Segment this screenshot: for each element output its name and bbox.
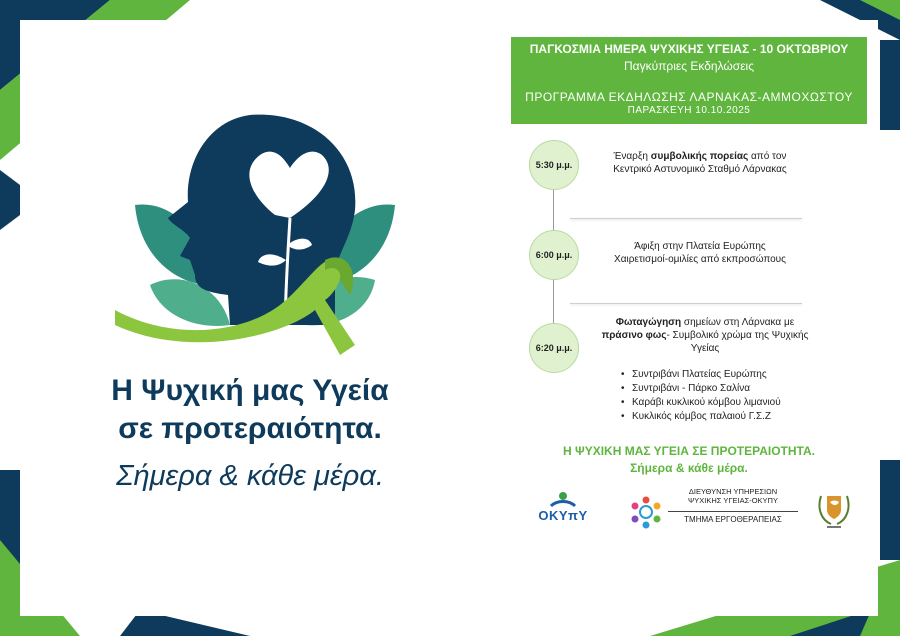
list-item: • Καράβι κυκλικού κόμβου λιμανιού — [630, 396, 781, 410]
header-subtitle: Παγκύπριες Εκδηλώσεις — [623, 59, 754, 73]
people-circle-icon — [628, 494, 664, 530]
department-logo — [668, 487, 798, 524]
okypy-logo-text: ΟΚΥπΥ — [538, 508, 588, 523]
slogan-line-2: Σήμερα & κάθε μέρα. — [630, 461, 748, 475]
time-badge: 6:00 μ.μ. — [529, 230, 579, 280]
event-header — [511, 37, 867, 124]
divider — [570, 303, 802, 304]
event-1 — [580, 150, 820, 176]
event-3-line3: Υγείας — [690, 343, 720, 354]
dept-line-2: ΨΥΧΙΚΗΣ ΥΓΕΙΑΣ-ΟΚΥΠΥ — [688, 496, 778, 505]
event-2-line2: Χαιρετισμοί-ομιλίες από εκπροσώπους — [614, 254, 786, 265]
headline — [40, 372, 460, 448]
okypy-logo — [533, 490, 593, 530]
headline-line-2: σε προτεραιότητα. — [118, 412, 382, 445]
mental-health-head-illustration — [110, 110, 400, 370]
time-badge: 6:20 μ.μ. — [529, 323, 579, 373]
list-item: • Συντριβάνι Πλατείας Ευρώπης — [630, 368, 781, 382]
event-3-bold1: Φωταγώγηση — [615, 317, 682, 328]
list-item: • Συντριβάνι - Πάρκο Σαλίνα — [630, 382, 781, 396]
event-1-pre: Έναρξη — [613, 151, 651, 162]
event-3-text1: σημείων στη Λάρνακα με — [681, 317, 795, 328]
lighting-locations-list — [620, 368, 781, 424]
event-3 — [580, 316, 830, 355]
header-title: ΠΑΓΚΟΣΜΙΑ ΗΜΕΡΑ ΨΥΧΙΚΗΣ ΥΓΕΙΑΣ - 10 ΟΚΤΩΒΡΙΟΥ — [529, 42, 849, 56]
header-program: ΠΡΟΓΡΑΜΜΑ ΕΚΔΗΛΩΣΗΣ ΛΑΡΝΑΚΑΣ-ΑΜΜΟΧΩΣΤΟΥ — [525, 90, 853, 104]
okypy-emblem-icon — [533, 490, 593, 510]
slogan — [511, 443, 867, 477]
dept-line-1: ΔΙΕΥΘΥΝΣΗ ΥΠΗΡΕΣΙΩΝ — [688, 487, 778, 496]
event-2 — [580, 240, 820, 266]
list-item: • Κυκλικός κόμβος παλαιού Γ.Σ.Ζ — [630, 410, 781, 424]
headline-line-1: Η Ψυχική μας Υγεία — [111, 374, 389, 407]
event-2-line1: Άφιξη στην Πλατεία Ευρώπης — [634, 241, 766, 252]
cyprus-crest-icon — [815, 488, 853, 530]
divider — [570, 218, 802, 219]
slogan-line-1: Η ΨΥΧΙΚΗ ΜΑΣ ΥΓΕΙΑ ΣΕ ΠΡΟΤΕΡΑΙΟΤΗΤΑ. — [562, 444, 815, 458]
event-1-line2: Κεντρικό Αστυνομικό Σταθμό Λάρνακας — [613, 164, 787, 175]
time-badge: 5:30 μ.μ. — [529, 140, 579, 190]
event-1-post: από τον — [748, 151, 787, 162]
subline: Σήμερα & κάθε μέρα. — [116, 460, 384, 492]
event-3-bold2: πράσινο φως — [601, 330, 667, 341]
header-date: ΠΑΡΑΣΚΕΥΗ 10.10.2025 — [627, 105, 751, 116]
event-1-bold: συμβολικής πορείας — [650, 151, 749, 162]
dept-line-3: ΤΜΗΜΑ ΕΡΓΟΘΕΡΑΠΕΙΑΣ — [668, 511, 798, 524]
event-3-text2: - Συμβολικό χρώμα της Ψυχικής — [666, 330, 809, 341]
